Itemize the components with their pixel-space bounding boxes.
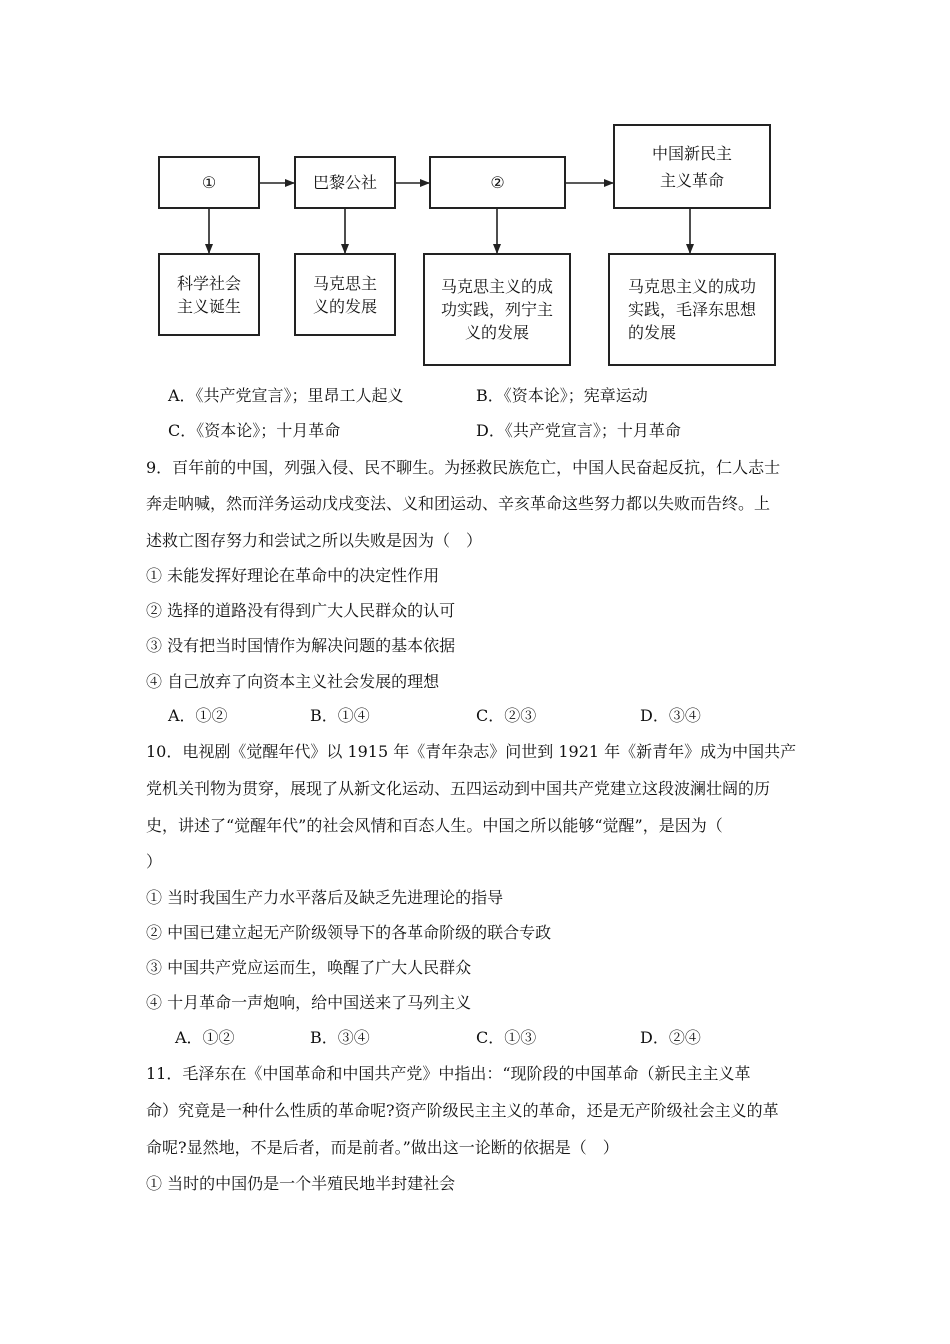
q8-option-b[interactable]: B．《资本论》；宪章运动 (476, 386, 648, 405)
q10-option-c[interactable]: C．①③ (476, 1028, 537, 1047)
q9-item-1: ① 未能发挥好理论在革命中的决定性作用 (146, 566, 440, 585)
q11-stem-line: 11．毛泽东在《中国革命和中国共产党》中指出：“现阶段的中国革命（新民主主义革 (146, 1064, 751, 1083)
q10-item-4: ④ 十月革命一声炮响，给中国送来了马列主义 (146, 993, 472, 1012)
q9-option-a[interactable]: A．①② (168, 706, 228, 725)
q10-option-a[interactable]: A．①② (175, 1028, 235, 1047)
q10-stem-line: 党机关刊物为贯穿，展现了从新文化运动、五四运动到中国共产党建立这段波澜壮阔的历 (146, 779, 771, 798)
q9-item-3: ③ 没有把当时国情作为解决问题的基本依据 (146, 636, 456, 655)
q9-option-b[interactable]: B．①④ (310, 706, 370, 725)
top-box-2: 巴黎公社 (294, 156, 396, 209)
q10-item-1: ① 当时我国生产力水平落后及缺乏先进理论的指导 (146, 888, 504, 907)
q11-stem-line: 命）究竟是一种什么性质的革命呢?资产阶级民主主义的革命，还是无产阶级社会主义的革 (146, 1101, 779, 1120)
bottom-box-4: 马克思主义的成功 实践，毛泽东思想 的发展 (608, 253, 776, 366)
bottom-box-1: 科学社会 主义诞生 (158, 253, 260, 336)
bottom-box-3: 马克思主义的成 功实践，列宁主 义的发展 (423, 253, 571, 366)
q10-item-3: ③ 中国共产党应运而生，唤醒了广大人民群众 (146, 958, 472, 977)
q9-stem-line: 奔走呐喊，然而洋务运动戊戌变法、义和团运动、辛亥革命这些努力都以失败而告终。上 (146, 494, 771, 513)
top-box-4: 中国新民主 主义革命 (613, 124, 771, 209)
q9-option-c[interactable]: C．②③ (476, 706, 537, 725)
top-box-3: ② (429, 156, 566, 209)
q8-option-d[interactable]: D．《共产党宣言》；十月革命 (476, 421, 681, 440)
q10-stem-line: 10．电视剧《觉醒年代》以 1915 年《青年杂志》问世到 1921 年《新青年》成为中国共产 (146, 742, 797, 761)
q11-item-1: ① 当时的中国仍是一个半殖民地半封建社会 (146, 1174, 456, 1193)
q10-stem-line: 史，讲述了“觉醒年代”的社会风情和百态人生。中国之所以能够“觉醒”，是因为（ (146, 816, 723, 835)
top-box-1: ① (158, 156, 260, 209)
q8-option-c[interactable]: C．《资本论》；十月革命 (168, 421, 341, 440)
q11-stem-line: 命呢?显然地，不是后者，而是前者。”做出这一论断的依据是（ ） (146, 1138, 619, 1157)
q9-option-d[interactable]: D．③④ (640, 706, 701, 725)
q10-option-b[interactable]: B．③④ (310, 1028, 370, 1047)
q9-stem-line: 述救亡图存努力和尝试之所以失败是因为（ ） (146, 531, 483, 550)
q10-option-d[interactable]: D．②④ (640, 1028, 701, 1047)
q8-option-a[interactable]: A．《共产党宣言》；里昂工人起义 (168, 386, 404, 405)
q9-item-4: ④ 自己放弃了向资本主义社会发展的理想 (146, 672, 440, 691)
q10-item-2: ② 中国已建立起无产阶级领导下的各革命阶级的联合专政 (146, 923, 552, 942)
q10-stem-line: ） (146, 852, 163, 871)
bottom-box-2: 马克思主 义的发展 (294, 253, 396, 336)
q9-stem-line: 9．百年前的中国，列强入侵、民不聊生。为拯救民族危亡，中国人民奋起反抗，仁人志士 (146, 458, 781, 477)
q9-item-2: ② 选择的道路没有得到广大人民群众的认可 (146, 601, 456, 620)
